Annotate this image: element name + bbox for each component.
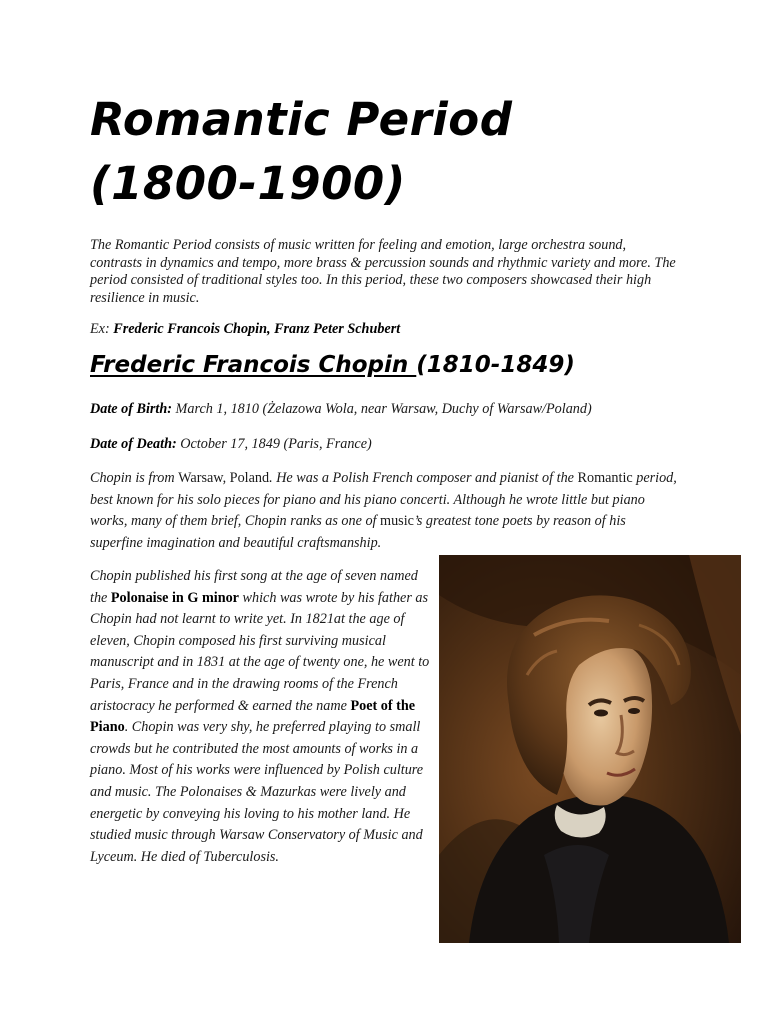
bio1-link-warsaw: Warsaw, Poland [178, 470, 270, 486]
title-line-2: (1800-1900) [90, 157, 406, 210]
bio1-text-3: period, best known for his solo pieces for piano and his piano concerti. Although he wrote little but piano works, many of them brief, Chopin ranks as one of [90, 470, 677, 529]
composer-heading [90, 348, 710, 382]
bio2-polonaise: Polonaise in G minor [110, 589, 239, 606]
example-prefix: Ex: [90, 321, 114, 337]
date-of-birth [90, 400, 690, 418]
page-title [90, 88, 650, 216]
date-of-death [90, 435, 690, 453]
biography-paragraph-1 [90, 468, 682, 554]
date-of-death-label: Date of Death: [90, 436, 177, 452]
title-line-1: Romantic Period [90, 93, 513, 146]
portrait-painting [439, 555, 741, 943]
bio2-text-2: which was wrote by his father as Chopin had not learnt to write yet. In 1821at the age of eleven, Chopin composed his first surviving musical manuscript and in 1831 at the age of twenty one, he went to Paris, France and in the drawing rooms of the French aristocracy he performed & earned the name [90, 589, 430, 714]
example-composers: Frederic Francois Chopin, Franz Peter Schubert [113, 321, 401, 337]
bio1-text-2: . He was a Polish French composer and pianist of the [269, 470, 578, 486]
date-of-death-value: October 17, 1849 (Paris, France) [176, 436, 372, 452]
intro-paragraph: The Romantic Period consists of music written for feeling and emotion, large orchestra sound, contrasts in dynamics and tempo, more brass & percussion sounds and rhythmic variety and more. The period consisted of traditional styles too. In this period, these two composers showcased their high resilience in music. [90, 237, 676, 306]
composer-name: Frederic Francois Chopin [90, 352, 417, 378]
example-line [90, 320, 690, 338]
bio1-text-1: Chopin is from [90, 470, 179, 486]
date-of-birth-label: Date of Birth: [90, 401, 172, 417]
bio2-text-3: . Chopin was very shy, he preferred playing to small crowds but he contributed the most amounts of works in a piano. Most of his works were influenced by Polish culture and music. The Polonaises & Mazurkas were lively and energetic by conveying his loving to his mother land. He studied music through Warsaw Conservatory of Music and Lyceum. He died of Tuberculosis. [90, 719, 424, 865]
bio2-text-1: Chopin published his first song at the age of seven named the [90, 568, 418, 606]
biography-paragraph-2 [90, 566, 432, 868]
bio1-link-music: music [380, 513, 414, 529]
bio2-poet-of-piano: Poet of the Piano [90, 697, 416, 736]
date-of-birth-value: March 1, 1810 (Żelazowa Wola, near Warsaw, Duchy of Warsaw/Poland) [171, 401, 592, 417]
bio1-link-romantic: Romantic [577, 470, 633, 486]
bio1-text-4: ’s greatest tone poets by reason of his superfine imagination and beautiful craftsmanship. [90, 513, 626, 551]
composer-years: (1810-1849) [416, 352, 575, 378]
chopin-portrait-image [439, 555, 741, 943]
